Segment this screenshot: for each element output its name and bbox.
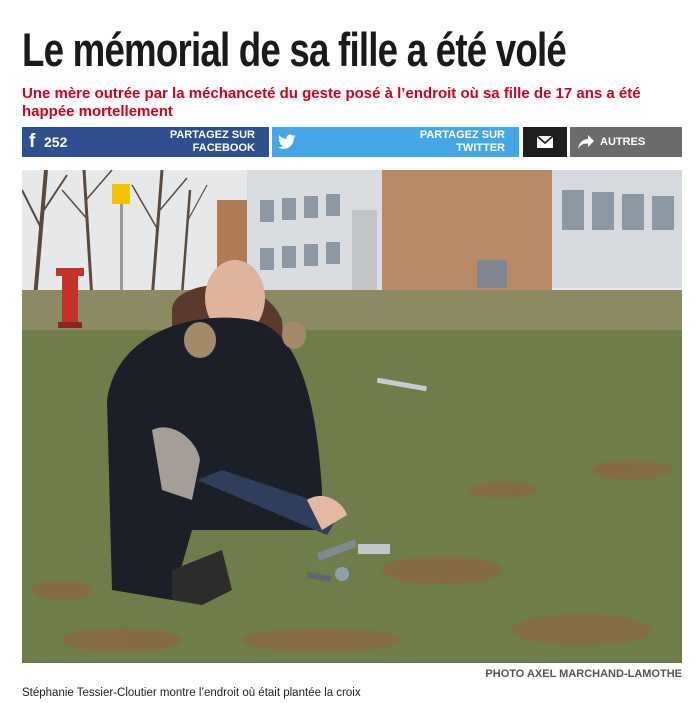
email-icon: [537, 136, 553, 148]
article-photo: [22, 170, 682, 663]
facebook-share-count: 252: [44, 134, 68, 150]
twitter-share-label: PARTAGEZ SUR TWITTER: [419, 129, 505, 154]
photo-caption: Stéphanie Tessier-Cloutier montre l’endroit où était plantée la croix: [22, 687, 361, 699]
other-share-label: AUTRES: [600, 136, 646, 148]
share-bar: [22, 127, 682, 157]
other-share-button[interactable]: [570, 127, 682, 157]
email-share-button[interactable]: [523, 127, 567, 157]
lawn-far: [22, 290, 682, 330]
road-sign: [112, 184, 130, 204]
facebook-share-button[interactable]: [22, 127, 269, 157]
photo-credit: PHOTO AXEL MARCHAND-LAMOTHE: [485, 668, 682, 680]
article-headline: Le mémorial de sa fille a été volé: [22, 23, 567, 76]
article-subtitle: Une mère outrée par la méchanceté du geste posé à l’endroit où sa fille de 17 ans a été happée mortellement: [22, 85, 641, 120]
share-arrow-icon: [578, 135, 594, 149]
twitter-icon: [278, 134, 296, 150]
facebook-icon: f: [29, 131, 36, 152]
twitter-share-button[interactable]: [272, 127, 519, 157]
memorial-site-photo: [22, 170, 682, 663]
school-building: [217, 170, 682, 292]
facebook-share-label: PARTAGEZ SUR FACEBOOK: [169, 129, 255, 154]
